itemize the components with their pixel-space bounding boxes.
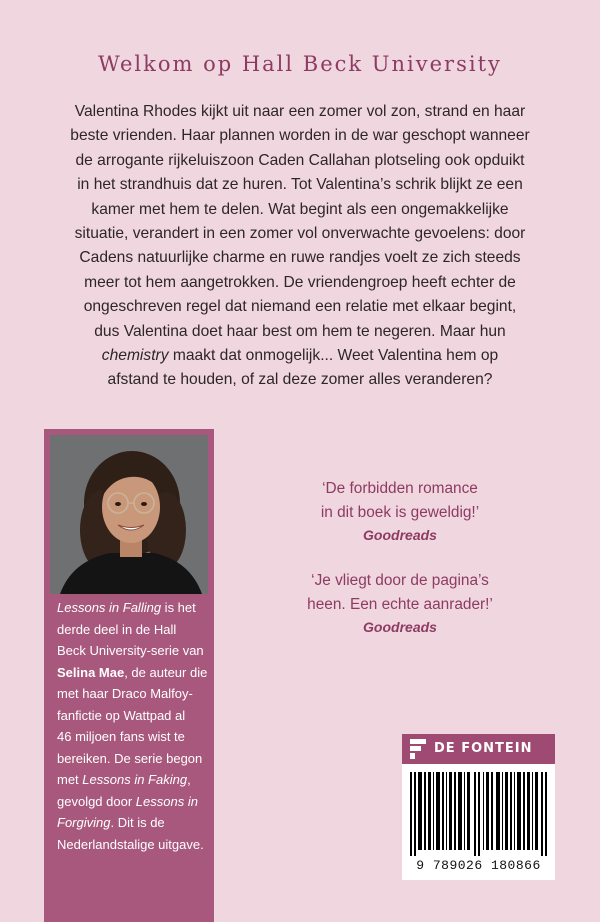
author-photo bbox=[50, 435, 208, 594]
bio-line: Beck University-serie van bbox=[57, 643, 204, 658]
publisher-banner bbox=[402, 734, 555, 764]
bio-text: gevolgd door bbox=[57, 793, 136, 809]
blurb-line: Valentina Rhodes kijkt uit naar een zomer vol zon, strand en haar bbox=[74, 103, 526, 120]
back-cover-title: Welkom op Hall Beck University bbox=[98, 52, 502, 76]
author-panel bbox=[44, 429, 214, 922]
blurb-text bbox=[58, 100, 542, 393]
review-quote bbox=[280, 477, 520, 548]
quote-line: ‘De forbidden romance bbox=[322, 480, 478, 497]
quote-line: heen. Een echte aanrader!’ bbox=[307, 595, 493, 613]
blurb-line: dus Valentina doet haar best om hem te negeren. Maar hun bbox=[94, 322, 506, 340]
review-quote bbox=[280, 569, 520, 640]
bio-line bbox=[57, 662, 209, 684]
bio-text: , bbox=[187, 772, 191, 787]
publisher-name: DE FONTEIN bbox=[434, 741, 533, 756]
bio-line bbox=[57, 791, 209, 813]
quote-line: in dit boek is geweldig!’ bbox=[320, 503, 480, 521]
blurb-line: kamer met hem te delen. Wat begint als een ongemakkelijke bbox=[91, 200, 509, 218]
bio-line bbox=[57, 769, 209, 791]
blurb-emphasis: chemistry bbox=[101, 347, 169, 365]
quote-line: ‘Je vliegt door de pagina’s bbox=[311, 572, 489, 589]
author-name: Selina Mae bbox=[57, 664, 125, 680]
quote-source: Goodreads bbox=[363, 527, 437, 543]
bio-line: bereiken. De serie begon bbox=[57, 750, 203, 766]
bio-line: met haar Draco Malfoy- bbox=[57, 686, 193, 701]
blurb-line: meer tot hem aangetrokken. De vriendengroep heeft echter de bbox=[84, 273, 516, 291]
quote-source: Goodreads bbox=[363, 619, 437, 635]
blurb-line: de arrogante rijkeluiszoon Caden Callahan plotseling ook opduikt bbox=[75, 151, 525, 169]
bio-line bbox=[57, 597, 209, 619]
blurb-line: afstand te houden, of zal deze zomer alles veranderen? bbox=[107, 371, 493, 389]
bio-line: derde deel in de Hall bbox=[57, 621, 177, 637]
isbn-number: 9 789026 180866 bbox=[416, 858, 541, 873]
bio-text: , de auteur die bbox=[124, 664, 208, 680]
blurb-line-rest: maakt dat onmogelijk... Weet Valentina hem op bbox=[168, 347, 499, 365]
barcode-box bbox=[402, 734, 555, 880]
author-portrait-image bbox=[50, 435, 208, 594]
bio-text: met bbox=[57, 772, 83, 787]
author-bio bbox=[57, 597, 209, 855]
fontein-logo-icon bbox=[410, 739, 426, 759]
bio-line: 46 miljoen fans wist te bbox=[57, 729, 185, 744]
blurb-line: ongeschreven regel dat niemand een relatie met elkaar begint, bbox=[83, 298, 517, 316]
blurb-line: situatie, verandert in een zomer vol onverwachte gevoelens: door bbox=[74, 225, 526, 243]
bio-line bbox=[57, 812, 209, 834]
bio-text: . Dit is de bbox=[110, 815, 165, 830]
bio-line: Nederlandstalige uitgave. bbox=[57, 836, 204, 852]
blurb-line: beste vrienden. Haar plannen worden in de war geschopt wanneer bbox=[70, 127, 530, 145]
blurb-line: in het strandhuis dat ze huren. Tot Valentina’s schrik blijkt ze een bbox=[77, 176, 523, 194]
blurb-line: Cadens natuurlijke charme en ruwe randjes voelt ze zich steeds bbox=[79, 249, 521, 267]
barcode-icon bbox=[408, 772, 549, 856]
bio-text: is het bbox=[161, 600, 196, 615]
book-title: Lessons in Faking bbox=[82, 772, 188, 787]
bio-line: fanfictie op Wattpad al bbox=[57, 707, 186, 723]
book-title: Lessons in bbox=[135, 793, 198, 809]
blurb-line bbox=[58, 344, 542, 368]
book-title: Forgiving bbox=[57, 815, 111, 830]
book-title: Lessons in Falling bbox=[57, 600, 162, 615]
